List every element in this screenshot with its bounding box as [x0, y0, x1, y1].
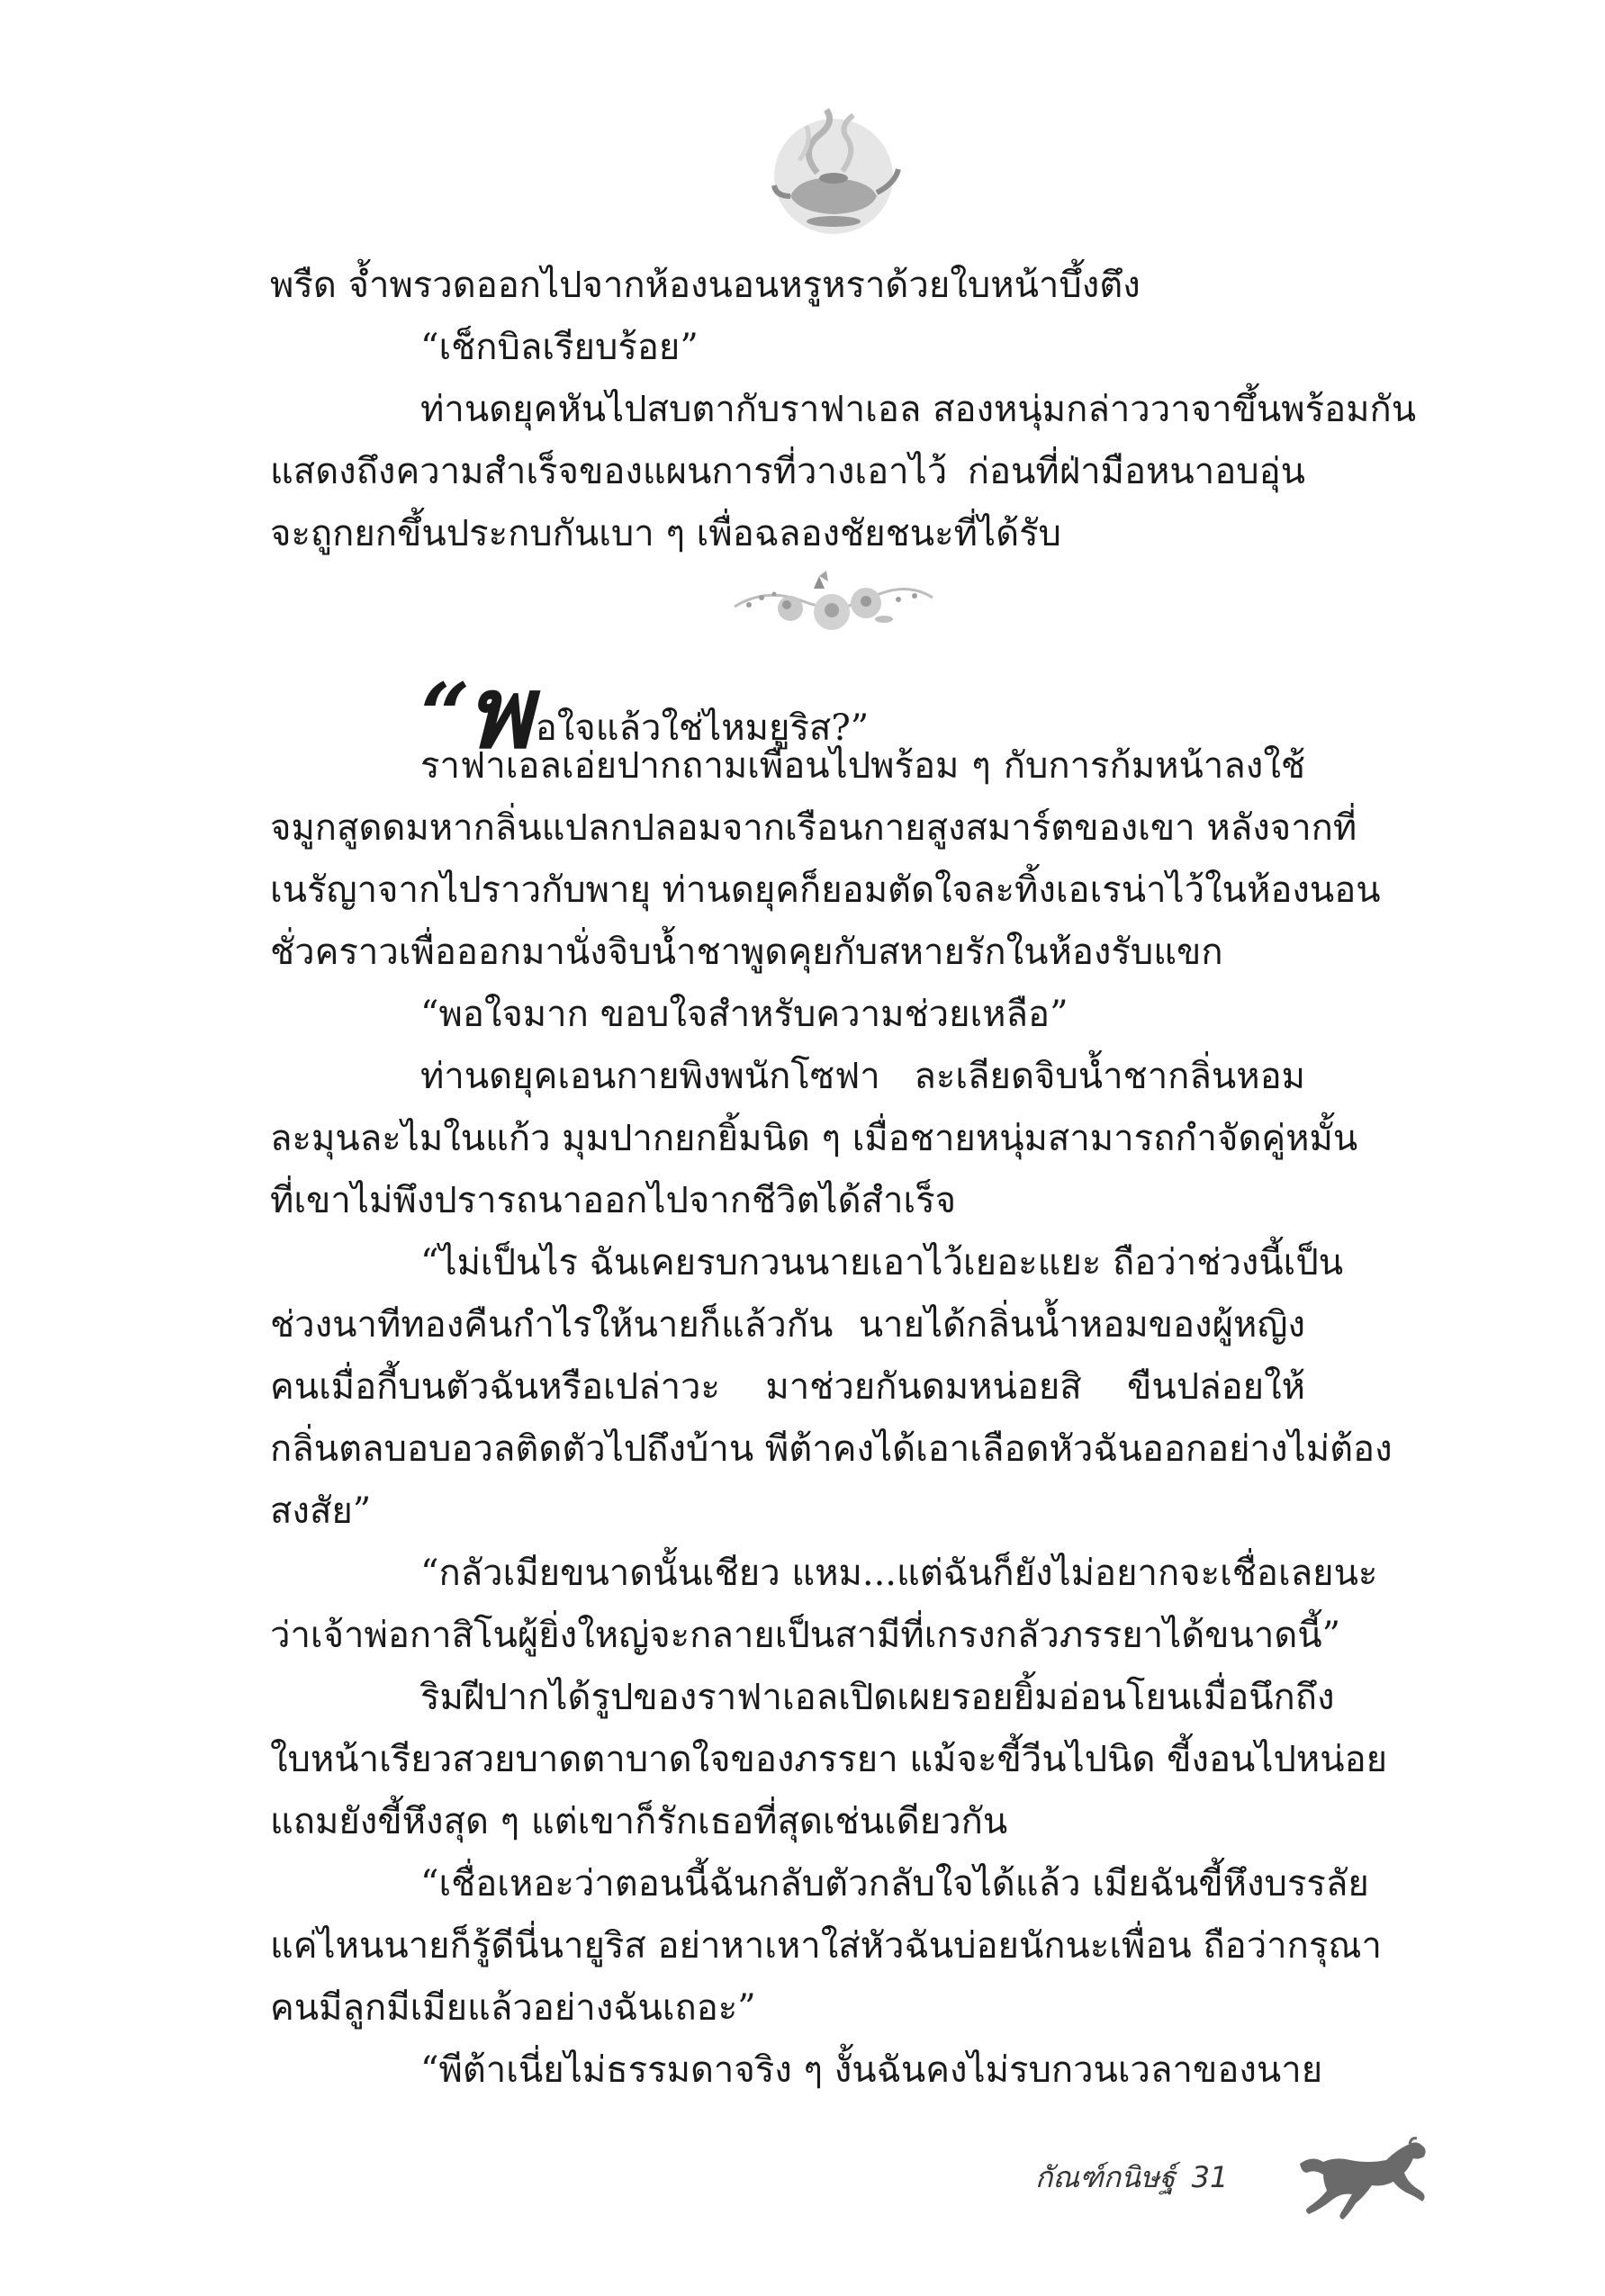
chapter-opening-line [420, 635, 870, 770]
running-horse-icon [1296, 2137, 1431, 2225]
drop-cap: พ [466, 654, 532, 770]
paragraph-block-2 [270, 735, 1393, 2102]
text-line: แค่ไหนนายก็รู้ดีนี่นายูริส อย่าหาเหาใส่หัวฉันบ่อยนักนะเพื่อน ถือว่ากรุณา [270, 1925, 1382, 1967]
text-line: ชั่วคราวเพื่อออกมานั่งจิบน้ำชาพูดคุยกับสหายรักในห้องรับแขก [270, 932, 1223, 973]
paragraph-block-1 [270, 255, 1417, 565]
text-line: ว่าเจ้าพ่อกาสิโนผู้ยิ่งใหญ่จะกลายเป็นสามีที่เกรงกลัวภรรยาได้ขนาดนี้” [270, 1615, 1341, 1656]
text-line: ริมฝีปากได้รูปของราฟาเอลเปิดเผยรอยยิ้มอ่อนโยนเมื่อนึกถึง [420, 1677, 1335, 1718]
text-line: “เช็กบิลเรียบร้อย” [420, 327, 699, 368]
text-line: แถมยังขี้หึงสุด ๆ แต่เขาก็รักเธอที่สุดเช่นเดียวกัน [270, 1801, 1008, 1842]
text-line: คนมีลูกมีเมียแล้วอย่างฉันเถอะ” [270, 1987, 756, 2029]
text-line: กลิ่นตลบอบอวลติดตัวไปถึงบ้าน พีต้าคงได้เอาเลือดหัวฉันออกอย่างไม่ต้อง [270, 1428, 1393, 1470]
text-line: “เชื่อเหอะว่าตอนนี้ฉันกลับตัวกลับใจได้แล้ว เมียฉันขี้หึงบรรลัย [420, 1863, 1369, 1904]
text-line: ท่านดยุคหันไปสบตากับราฟาเอล สองหนุ่มกล่าววาจาขึ้นพร้อมกัน [420, 389, 1417, 430]
text-line: ที่เขาไม่พึงปรารถนาออกไปจากชีวิตได้สำเร็จ [270, 1180, 957, 1221]
text-line: ใบหน้าเรียวสวยบาดตาบาดใจของภรรยา แม้จะขี้วีนไปนิด ขี้งอนไปหน่อย [270, 1739, 1388, 1780]
page-footer [1035, 2155, 1228, 2201]
text-line: “พอใจมาก ขอบใจสำหรับความช่วยเหลือ” [420, 994, 1068, 1035]
text-line: ละมุนละไมในแก้ว มุมปากยกยิ้มนิด ๆ เมื่อชายหนุ่มสามารถกำจัดคู่หมั้น [270, 1118, 1358, 1159]
text-line: จะถูกยกขึ้นประกบกันเบา ๆ เพื่อฉลองชัยชนะที่ได้รับ [270, 513, 1061, 554]
text-line: สงสัย” [270, 1490, 372, 1532]
opening-line-text: อใจแล้วใช่ไหมยูริส?” [535, 707, 870, 749]
page-number: 31 [1191, 2160, 1229, 2194]
floral-divider-icon [731, 569, 936, 643]
teapot-steam-ornament-icon [763, 106, 903, 241]
text-line: “กลัวเมียขนาดนั้นเชียว แหม...แต่ฉันก็ยังไม่อยากจะเชื่อเลยนะ [420, 1553, 1378, 1594]
text-line: คนเมื่อกี้บนตัวฉันหรือเปล่าวะ มาช่วยกันดมหน่อยสิ ขืนปล่อยให้ [270, 1366, 1305, 1408]
text-line: “พีต้าเนี่ยไม่ธรรมดาจริง ๆ งั้นฉันคงไม่รบกวนเวลาของนาย [420, 2049, 1323, 2091]
text-line: แสดงถึงความสำเร็จของแผนการที่วางเอาไว้ ก่อนที่ฝ่ามือหนาอบอุ่น [270, 451, 1305, 492]
text-line: เนรัญาจากไปราวกับพายุ ท่านดยุคก็ยอมตัดใจละทิ้งเอเรน่าไว้ในห้องนอน [270, 869, 1381, 911]
book-title: กัณฑ์กนิษฐ์ [1035, 2160, 1176, 2194]
text-line: ท่านดยุคเอนกายพิงพนักโซฟา ละเลียดจิบน้ำชากลิ่นหอม [420, 1056, 1305, 1097]
text-line: ช่วงนาทีทองคืนกำไรให้นายก็แล้วกัน นายได้กลิ่นน้ำหอมของผู้หญิง [270, 1304, 1305, 1346]
text-line: พรืด จ้ำพรวดออกไปจากห้องนอนหรูหราด้วยใบหน้าบึ้งตึง [270, 265, 1141, 306]
opening-quote-mark: “ [420, 664, 467, 766]
text-line: จมูกสูดดมหากลิ่นแปลกปลอมจากเรือนกายสูงสมาร์ตของเขา หลังจากที่ [270, 807, 1357, 849]
text-line: ราฟาเอลเอ่ยปากถามเพื่อนไปพร้อม ๆ กับการก้มหน้าลงใช้ [420, 745, 1305, 787]
text-line: “ไม่เป็นไร ฉันเคยรบกวนนายเอาไว้เยอะแยะ ถือว่าช่วงนี้เป็น [420, 1242, 1344, 1283]
